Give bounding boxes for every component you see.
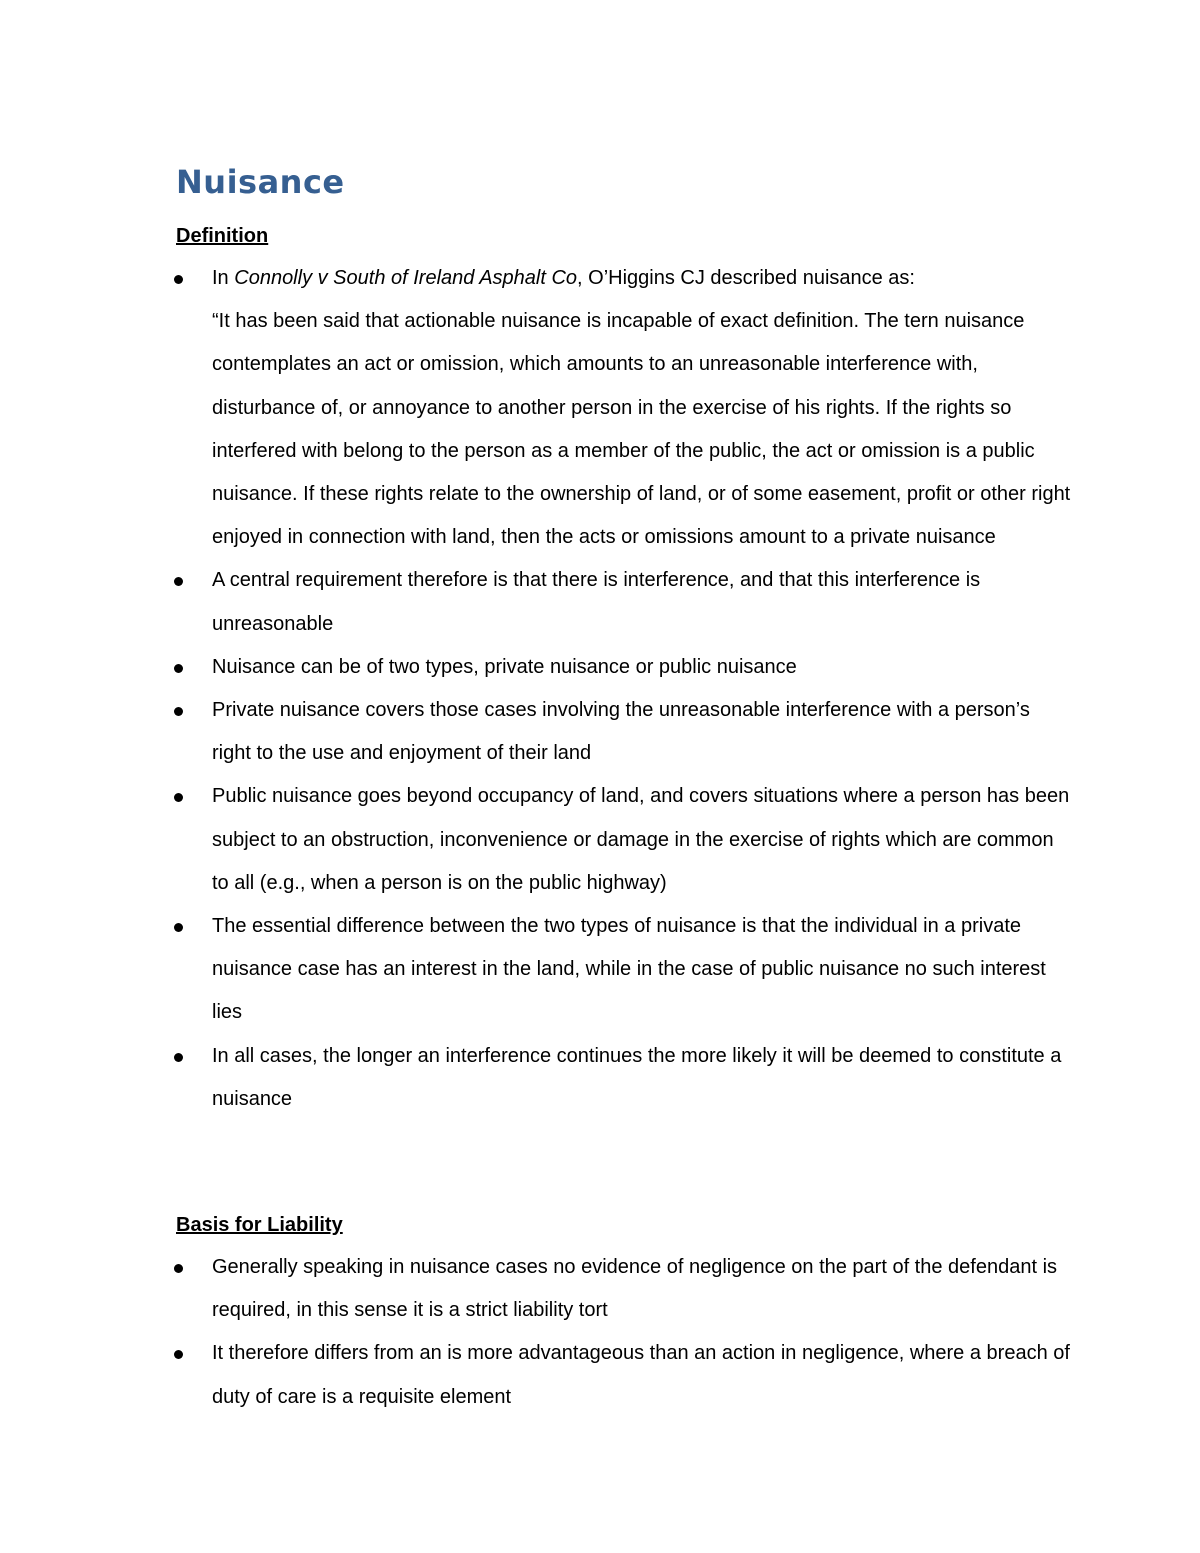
bullet-icon <box>174 664 183 673</box>
liability-bullet-list <box>0 1246 1072 1419</box>
list-item <box>0 1246 1072 1332</box>
bullet-icon <box>174 793 183 802</box>
bullet-suffix: , O’Higgins CJ described nuisance as: <box>577 267 915 289</box>
definition-quote: “It has been said that actionable nuisance is incapable of exact definition. The tern nuisance contemplates an act or omission, which amounts to an unreasonable interference with, disturbance of, or annoyance to another person in the exercise of his rights. If the rights so interfered with belong to the person as a member of the public, the act or omission is a public nuisance. If these rights relate to the ownership of land, or of some easement, profit or other right enjoyed in connection with land, then the acts or omissions amount to a private nuisance <box>212 310 1071 549</box>
bullet-icon <box>174 923 183 932</box>
definition-bullet-list <box>0 257 1072 1121</box>
list-item-text: The essential difference between the two types of nuisance is that the individual in a private nuisance case has an interest in the land, while in the case of public nuisance no such interest lies <box>212 915 1046 1024</box>
section-heading-definition: Definition <box>176 225 269 247</box>
bullet-prefix: In <box>212 267 235 289</box>
case-name: Connolly v South of Ireland Asphalt Co <box>234 267 578 289</box>
list-item-text: Public nuisance goes beyond occupancy of land, and covers situations where a person has been subject to an obstruction, inconvenience or damage in the exercise of rights which are common to all (e.g., when a person is on the public highway) <box>212 785 1070 894</box>
list-item <box>0 775 1072 905</box>
list-item-text: A central requirement therefore is that there is interference, and that this interference is unreasonable <box>212 569 981 635</box>
bullet-icon <box>174 1350 183 1359</box>
list-item <box>0 689 1072 775</box>
list-item <box>0 559 1072 645</box>
document-title: Nuisance <box>176 163 345 201</box>
bullet-icon <box>174 1264 183 1273</box>
list-item <box>0 1332 1072 1418</box>
list-item <box>0 1035 1072 1121</box>
list-item-text: It therefore differs from an is more advantageous than an action in negligence, where a breach of duty of care is a requisite element <box>212 1342 1070 1408</box>
bullet-icon <box>174 275 183 284</box>
list-item <box>0 646 1072 689</box>
list-item-text: Generally speaking in nuisance cases no evidence of negligence on the part of the defendant is required, in this sense it is a strict liability tort <box>212 1256 1058 1322</box>
bullet-icon <box>174 707 183 716</box>
list-item <box>0 905 1072 1035</box>
bullet-icon <box>174 1053 183 1062</box>
list-item <box>0 257 1072 559</box>
section-heading-basis-for-liability: Basis for Liability <box>176 1214 343 1236</box>
bullet-icon <box>174 577 183 586</box>
list-item-text: Private nuisance covers those cases involving the unreasonable interference with a person’s right to the use and enjoyment of their land <box>212 699 1030 765</box>
list-item-text: Nuisance can be of two types, private nuisance or public nuisance <box>212 655 797 678</box>
list-item-text: In all cases, the longer an interference continues the more likely it will be deemed to constitute a nuisance <box>212 1044 1062 1110</box>
